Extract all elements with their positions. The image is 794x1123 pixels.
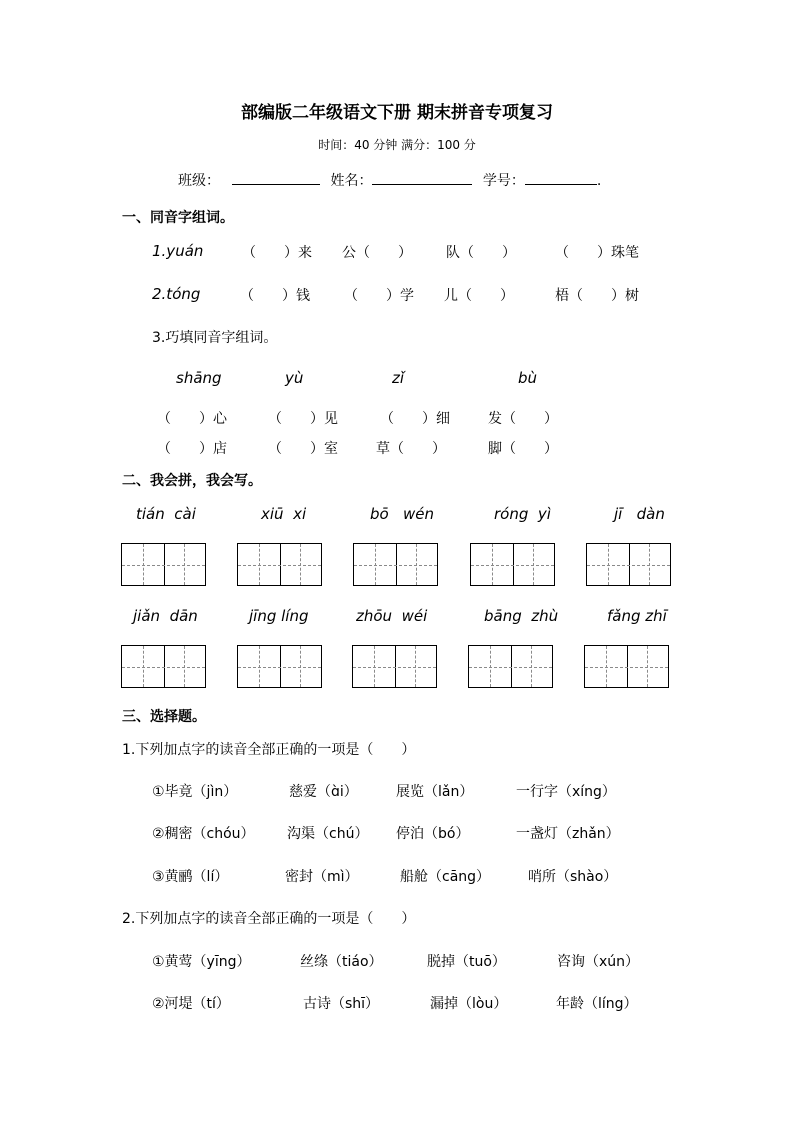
s1-row2-item: 儿（ ）: [444, 288, 514, 304]
q2-option: 年龄（líng）: [556, 996, 638, 1012]
writing-grid[interactable]: [121, 645, 206, 688]
s2-pinyin: tián cài: [136, 505, 196, 523]
q2-option: 脱掉（tuō）: [427, 954, 506, 970]
q1-option: 停泊（bó）: [396, 826, 470, 842]
s1-row1-item: （ ）来: [242, 245, 312, 261]
q2-option[interactable]: ②河堤（tí）: [152, 996, 230, 1012]
q1-option: 一盏灯（zhǎn）: [516, 826, 620, 842]
pinyin-bu: bù: [518, 369, 538, 387]
id-label: 学号：: [482, 173, 525, 189]
q2-option[interactable]: ①黄莺（yīng）: [152, 954, 251, 970]
info-line: [178, 170, 601, 190]
pinyin-yu: yù: [285, 369, 304, 387]
s2-pinyin: róng yì: [494, 505, 551, 523]
q1-option: 一行字（xíng）: [516, 784, 616, 800]
writing-grid[interactable]: [237, 645, 322, 688]
class-label: 班级：: [178, 173, 220, 189]
q2-option: 古诗（shī）: [303, 996, 380, 1012]
writing-grid[interactable]: [121, 543, 206, 586]
s1-fill-item: （ ）细: [380, 411, 450, 427]
writing-grid[interactable]: [353, 543, 438, 586]
s1-row1-item: （ ）珠笔: [555, 245, 639, 261]
s2-pinyin: zhōu wéi: [356, 607, 428, 625]
pinyin-zi: zǐ: [392, 369, 405, 387]
name-label: 姓名：: [330, 173, 373, 189]
s1-fill-item: （ ）店: [157, 441, 227, 457]
row1-label: 1.yuán: [152, 242, 204, 260]
q1-option: 船舱（cāng）: [400, 869, 491, 885]
exam-meta: 时间：40 分钟 满分：100 分: [318, 138, 476, 152]
id-blank[interactable]: [525, 170, 597, 185]
s1-row1-item: 公（ ）: [342, 245, 412, 261]
s1-fill-item: （ ）室: [268, 441, 338, 457]
writing-grid[interactable]: [586, 543, 671, 586]
s1-fill-item: 脚（ ）: [488, 441, 558, 457]
writing-grid[interactable]: [237, 543, 322, 586]
writing-grid[interactable]: [470, 543, 555, 586]
class-blank[interactable]: [232, 170, 320, 185]
q1-option: 沟渠（chú）: [287, 826, 369, 842]
info-end: .: [596, 173, 602, 189]
q1-option: 密封（mì）: [285, 869, 359, 885]
s1-fill-item: （ ）心: [157, 411, 227, 427]
page-title: 部编版二年级语文下册 期末拼音专项复习: [241, 103, 553, 123]
s2-pinyin: jī dàn: [614, 505, 665, 523]
s2-pinyin: jiǎn dān: [133, 607, 198, 625]
writing-grid[interactable]: [352, 645, 437, 688]
s1-row2-item: 梧（ ）树: [555, 288, 639, 304]
q1-option[interactable]: ③黄鹂（lí）: [152, 869, 229, 885]
s2-pinyin: jīng líng: [249, 607, 309, 625]
row3-label: 3.巧填同音字组词。: [152, 330, 278, 346]
s1-fill-item: （ ）见: [268, 411, 338, 427]
row2-label: 2.tóng: [152, 285, 201, 303]
s2-pinyin: fǎng zhī: [607, 607, 667, 625]
writing-grid[interactable]: [468, 645, 553, 688]
q2-option: 咨询（xún）: [557, 954, 640, 970]
s1-fill-item: 草（ ）: [376, 441, 446, 457]
q1-option: 哨所（shào）: [528, 869, 618, 885]
writing-grid[interactable]: [584, 645, 669, 688]
s1-row2-item: （ ）钱: [240, 288, 310, 304]
section3-heading: 三、选择题。: [122, 709, 206, 725]
s2-pinyin: bāng zhù: [484, 607, 559, 625]
q1-text: 1.下列加点字的读音全部正确的一项是（ ）: [122, 742, 416, 758]
q1-option[interactable]: ②稠密（chóu）: [152, 826, 255, 842]
s1-fill-item: 发（ ）: [488, 411, 558, 427]
s2-pinyin: xiū xi: [261, 505, 307, 523]
section2-heading: 二、我会拼，我会写。: [122, 473, 262, 489]
q1-option: 慈爱（ɑ̀i）: [289, 784, 358, 800]
s1-row1-item: 队（ ）: [446, 245, 516, 261]
s1-row2-item: （ ）学: [344, 288, 414, 304]
section1-heading: 一、同音字组词。: [122, 210, 234, 226]
q2-text: 2.下列加点字的读音全部正确的一项是（ ）: [122, 911, 416, 927]
pinyin-shang: shāng: [176, 369, 222, 387]
name-blank[interactable]: [372, 170, 472, 185]
q2-option: 漏掉（lòu）: [430, 996, 508, 1012]
q2-option: 丝绦（tiáo）: [300, 954, 383, 970]
s2-pinyin: bō wén: [370, 505, 435, 523]
q1-option[interactable]: ①毕竟（jìn）: [152, 784, 238, 800]
q1-option: 展览（lǎn）: [396, 784, 474, 800]
